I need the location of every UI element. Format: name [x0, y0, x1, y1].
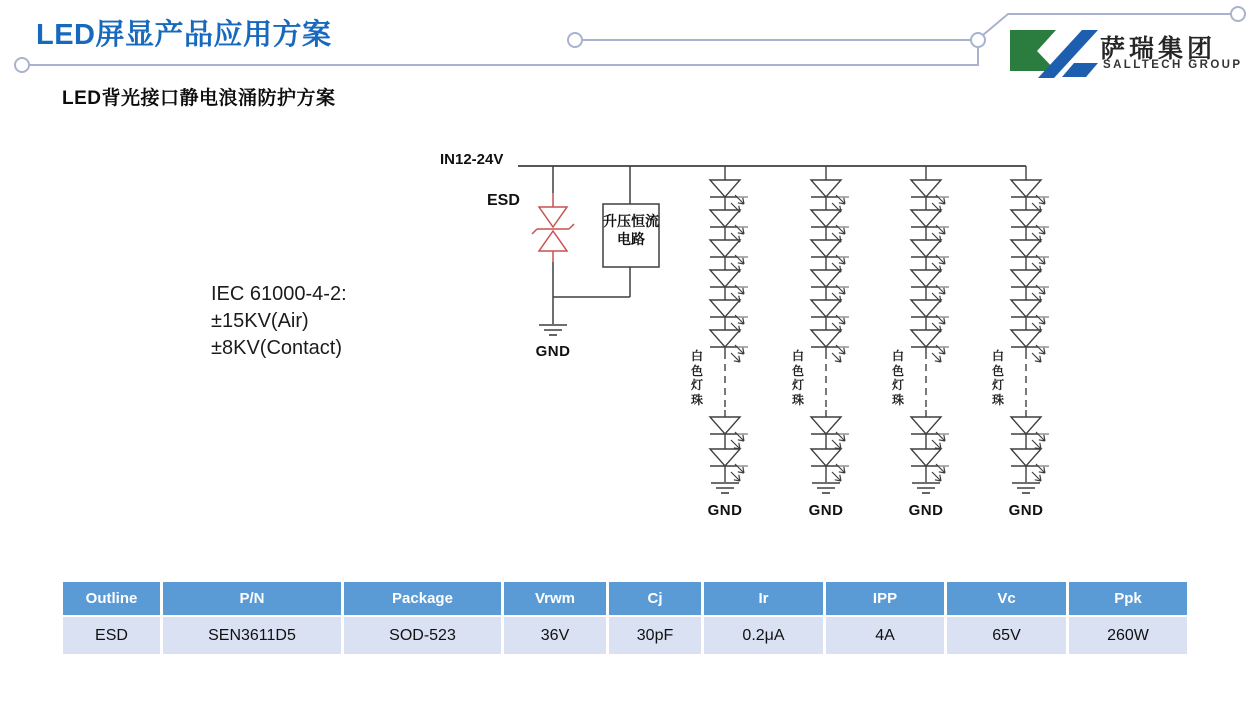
cell-vrwm: 36V [504, 617, 606, 654]
trace-node-left [15, 58, 29, 72]
spec-table-header-row [63, 582, 1187, 615]
col-header-pn: P/N [163, 582, 341, 615]
page-subtitle: LED背光接口静电浪涌防护方案 [62, 88, 336, 109]
led-string-4 [1011, 166, 1049, 493]
col-header-outline: Outline [63, 582, 160, 615]
esd-label: ESD [487, 192, 520, 209]
col-header-package: Package [344, 582, 501, 615]
gnd-label-string-4: GND [1008, 502, 1044, 519]
cell-ir: 0.2μA [704, 617, 823, 654]
spec-table [60, 580, 1190, 656]
iec-rating-block [211, 281, 347, 362]
led-string-2 [811, 166, 849, 493]
col-header-ppk: Ppk [1069, 582, 1187, 615]
col-header-ir: Ir [704, 582, 823, 615]
iec-air-rating: ±15KV(Air) [211, 310, 309, 332]
gnd-label-string-3: GND [908, 502, 944, 519]
led-string-1 [710, 166, 748, 493]
col-header-vc: Vc [947, 582, 1066, 615]
cell-package: SOD-523 [344, 617, 501, 654]
page-title: LED屏显产品应用方案 [36, 19, 332, 51]
logo-blue-parallelogram [1062, 63, 1098, 77]
cell-ppk: 260W [1069, 617, 1187, 654]
cell-outline: ESD [63, 617, 160, 654]
cell-cj: 30pF [609, 617, 701, 654]
gnd-label-string-1: GND [707, 502, 743, 519]
white-led-label-3: 白色灯珠 [891, 349, 904, 407]
logo-green-shape [1010, 30, 1056, 71]
esd-ground [539, 325, 567, 335]
salltech-logo-mark [1005, 24, 1105, 84]
input-voltage-label: IN12-24V [440, 151, 504, 168]
iec-contact-rating: ±8KV(Contact) [211, 337, 343, 359]
boost-box-label: 升压恒流电路 [603, 213, 659, 247]
led-string-3 [911, 166, 949, 493]
tvs-diode-symbol [532, 193, 574, 262]
white-led-label-1: 白色灯珠 [690, 349, 703, 407]
cell-vc: 65V [947, 617, 1066, 654]
logo-company-name-en: SALLTECH GROUP [1103, 59, 1243, 71]
iec-standard: IEC 61000-4-2: [211, 283, 347, 305]
col-header-cj: Cj [609, 582, 701, 615]
trace-node-right [1231, 7, 1245, 21]
col-header-vrwm: Vrwm [504, 582, 606, 615]
trace-node-junction [971, 33, 985, 47]
white-led-label-2: 白色灯珠 [791, 349, 804, 407]
table-row [63, 617, 1187, 654]
cell-pn: SEN3611D5 [163, 617, 341, 654]
trace-node-mid [568, 33, 582, 47]
gnd-label-esd: GND [535, 343, 571, 360]
logo-company-name-cn: 萨瑞集团 [1100, 35, 1217, 63]
white-led-label-4: 白色灯珠 [991, 349, 1004, 407]
col-header-ipp: IPP [826, 582, 944, 615]
cell-ipp: 4A [826, 617, 944, 654]
gnd-label-string-2: GND [808, 502, 844, 519]
